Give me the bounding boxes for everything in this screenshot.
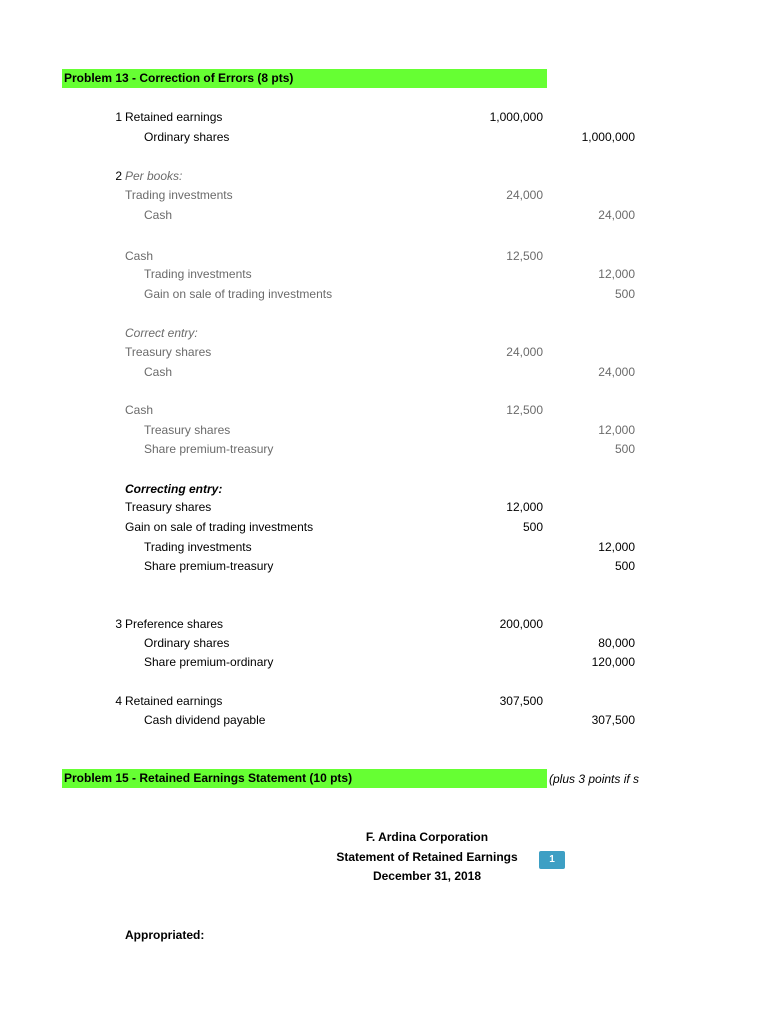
cg-debit1-amount: 12,000 [506,500,543,514]
entry1-debit-account: Retained earnings [125,110,223,124]
entry3-credit1-account: Ordinary shares [144,636,230,650]
correcting-entry-label: Correcting entry: [125,482,223,496]
pb1-debit-account: Trading investments [125,188,233,202]
ce2-credit1-amount: 12,000 [598,423,635,437]
ce2-debit-account: Cash [125,403,154,417]
cg-credit2-account: Share premium-treasury [144,559,274,573]
entry4-debit-amount: 307,500 [499,694,543,708]
cg-debit1-account: Treasury shares [125,500,212,514]
entry3-number: 3 [115,617,122,631]
entry4-credit-amount: 307,500 [591,713,635,727]
entry3-debit-amount: 200,000 [499,617,543,631]
pb1-credit-amount: 24,000 [598,208,635,222]
pb2-credit1-account: Trading investments [144,267,252,281]
correct-entry-label: Correct entry: [125,326,198,340]
pb2-debit-account: Cash [125,249,154,263]
appropriated-label: Appropriated: [125,928,205,942]
cg-debit2-account: Gain on sale of trading investments [125,520,314,534]
problem15-header [62,769,547,788]
entry1-credit-amount: 1,000,000 [581,130,635,144]
problem15-title: Problem 15 - Retained Earnings Statement (10 pts) [64,771,353,785]
entry1-number: 1 [115,110,122,124]
ce1-credit-account: Cash [144,365,173,379]
per-books-label: Per books: [125,169,183,183]
cg-debit2-amount: 500 [522,520,543,534]
entry4-credit-account: Cash dividend payable [144,713,266,727]
cg-credit1-amount: 12,000 [598,540,635,554]
comment-badge[interactable]: 1 [539,851,565,869]
pb2-debit-amount: 12,500 [506,249,543,263]
problem15-note: (plus 3 points if s [549,772,640,786]
pb2-credit2-account: Gain on sale of trading investments [144,287,333,301]
pb1-credit-account: Cash [144,208,173,222]
ce1-debit-account: Treasury shares [125,345,212,359]
entry1-credit-account: Ordinary shares [144,130,230,144]
ce2-credit2-account: Share premium-treasury [144,442,274,456]
entry3-credit2-account: Share premium-ordinary [144,655,274,669]
ce2-credit1-account: Treasury shares [144,423,231,437]
statement-title: Statement of Retained Earnings [336,850,518,864]
entry2-number: 2 [115,169,122,183]
pb1-debit-amount: 24,000 [506,188,543,202]
problem13-title: Problem 13 - Correction of Errors (8 pts) [64,71,294,85]
ce2-debit-amount: 12,500 [506,403,543,417]
entry1-debit-amount: 1,000,000 [489,110,543,124]
ce2-credit2-amount: 500 [614,442,635,456]
pb2-credit2-amount: 500 [614,287,635,301]
entry3-debit-account: Preference shares [125,617,224,631]
cg-credit2-amount: 500 [614,559,635,573]
company-name: F. Ardina Corporation [365,830,489,844]
entry4-debit-account: Retained earnings [125,694,223,708]
pb2-credit1-amount: 12,000 [598,267,635,281]
entry3-credit2-amount: 120,000 [591,655,635,669]
entry4-number: 4 [115,694,122,708]
cg-credit1-account: Trading investments [144,540,252,554]
statement-date: December 31, 2018 [372,869,482,883]
ce1-debit-amount: 24,000 [506,345,543,359]
problem13-header [62,69,547,88]
entry3-credit1-amount: 80,000 [598,636,635,650]
ce1-credit-amount: 24,000 [598,365,635,379]
